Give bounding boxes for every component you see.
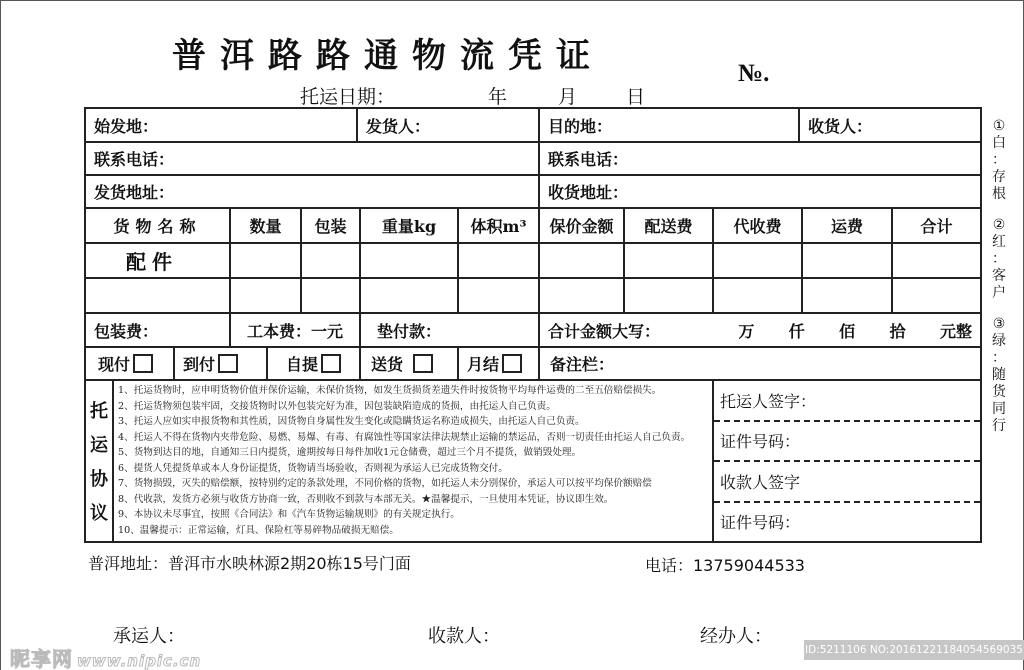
phone-row [86,143,980,176]
shipper-signature-label: 托运人签字： [720,391,817,411]
month-label: 月 [558,86,578,108]
unit-qian: 仟 [788,321,805,341]
cod-fee-cell[interactable] [714,279,803,312]
copy-char: 同 [992,401,1006,417]
shipper-id-label: 证件号码： [720,432,801,452]
shipper-phone-field[interactable] [86,143,540,174]
volume-cell[interactable] [459,244,540,277]
shipper-signature-field[interactable] [714,381,980,422]
cod-fee-cell[interactable] [714,244,803,277]
unit-yuan-zheng: 元整 [939,321,972,341]
signature-panel [714,381,980,541]
copy-number: ③ [992,316,1006,332]
quantity-cell[interactable] [231,279,302,312]
watermark-url: www.nipic.cn [77,652,202,670]
goods-row [86,244,980,279]
consignee-phone-label: 联系电话： [548,150,629,169]
consignee-address-label: 收货地址： [548,183,629,202]
agreement-term: 6、提货人凭提货单或本人身份证提货，货物请当场验收，否则视为承运人已完成货物交付。 [118,462,508,474]
option-label: 到付 [183,355,216,374]
monthly-checkbox[interactable] [502,354,522,373]
packaging-cell[interactable] [302,279,361,312]
consignee-label: 收货人： [808,116,873,136]
unit-shi: 拾 [889,321,906,341]
agreement-term: 10、温馨提示：正常运输，灯具、保险杠等易碎物品破损无赔偿。 [118,524,399,536]
delivery-fee-cell[interactable] [625,279,714,312]
option-cash[interactable] [86,348,175,379]
copy-char: ： [992,350,1006,366]
col-total: 合计 [920,217,953,236]
agreement-title [86,381,114,541]
copy-char: 红 [992,234,1006,250]
goods-name-cell[interactable]: 配件 [86,244,231,277]
shipper-field[interactable] [358,109,540,141]
goods-row [86,279,980,314]
copy-number: ② [992,217,1006,233]
copy-distribution-note [988,118,1010,449]
goods-name-cell[interactable] [86,279,231,312]
total-in-words-field[interactable] [540,314,980,346]
freight-cell[interactable] [803,244,893,277]
total-cell[interactable] [893,244,980,277]
total-cell[interactable] [893,279,980,312]
unit-wan: 万 [738,321,755,341]
agreement-term: 3、托运人应如实申报货物和其性质，因货物自身属性发生变化或隐瞒货运名称造成损失，由托运人自己负责。 [118,416,585,427]
col-delivery-fee: 配送费 [625,209,714,242]
agreement-term: 7、货物损毁，灭失的赔偿额，按特别约定的条款处理，不同价格的货物，如托运人未分别保价，承运人可以按平均保价额赔偿 [118,478,652,489]
option-label: 自提 [285,355,318,374]
collect-checkbox[interactable] [218,354,238,373]
copy-char: 白 [992,135,1006,151]
option-monthly[interactable] [459,348,540,379]
option-label: 月结 [467,355,500,374]
consignee-phone-field[interactable] [540,143,980,174]
remarks-field[interactable] [540,348,980,379]
packing-fee-field[interactable] [86,314,231,346]
copy-char: 行 [992,418,1006,434]
weight-cell[interactable] [361,244,459,277]
option-self-pickup[interactable] [268,348,361,379]
shipper-address-label: 发货地址： [94,183,175,202]
option-delivery[interactable] [361,348,459,379]
date-label: 托运日期： [300,86,396,108]
agreement-term: 1、托运货物时，应申明货物价值并保价运输，未保价货物，如发生货损货差遗失件时按货物平均每件运费的二至五倍赔偿损失。 [118,385,662,396]
copy-char: 根 [992,186,1006,202]
delivery-checkbox[interactable] [413,354,433,373]
copy-red [988,217,1010,302]
agreement-title-char: 协 [90,469,108,490]
copy-char: 货 [992,384,1006,400]
agreement-title-char: 运 [90,435,108,456]
col-cod-fee: 代收费 [714,209,803,242]
day-label: 日 [626,86,646,108]
col-goods-name: 货物名称 [86,209,231,242]
col-weight: 重量kg [361,209,459,242]
watermark-site-name: 昵享网 [10,647,73,670]
consignee-address-field[interactable] [540,176,980,207]
agreement-term: 8、代收款，发货方必须与收货方协商一致，否则收不到款与本部无关。★温馨提示，一旦使用本凭证，协议即生效。 [118,493,614,505]
option-label: 送货 [371,355,404,374]
agreement-terms [114,381,714,541]
payee-id-field[interactable] [714,503,980,542]
col-volume: 体积m³ [459,209,540,242]
company-phone: 电话：13759044533 [645,556,805,575]
insured-value-cell[interactable] [540,244,625,277]
option-label: 现付 [98,355,131,374]
quantity-cell[interactable] [231,244,302,277]
copy-number: ① [992,118,1006,134]
col-packaging: 包装 [302,209,361,242]
goods-table-header [86,209,980,244]
total-in-words-label: 合计金额大写： [548,321,661,341]
agreement-term: 4、托运人不得在货物内夹带危险、易燃、易爆、有毒、有腐蚀性等国家法律法规禁止运输的禁运品，否则一切责任由托运人自己负责。 [118,431,691,443]
weight-cell[interactable] [361,279,459,312]
col-freight: 运费 [803,209,893,242]
agreement-title-char: 议 [90,503,108,524]
serial-number-label: №. [738,60,770,87]
col-quantity: 数量 [231,209,302,242]
copy-white [988,118,1010,203]
option-collect[interactable] [175,348,268,379]
waybill-form [84,107,982,543]
cost-fee-label: 工本费：一元 [246,321,343,341]
packaging-cell[interactable] [302,244,361,277]
advance-payment-label: 垫付款： [377,321,442,341]
agreement-term: 5、货物到达目的地，自通知三日内提货，逾期按每日每件加收1元仓储费，超过三个月不提货，做销毁处理。 [118,447,582,458]
site-watermark [10,643,201,670]
shipping-agreement [86,381,980,541]
company-address: 普洱地址：普洱市水映林源2期20栋15号门面 [88,554,411,573]
payee-signature-footer-label: 收款人： [428,626,500,647]
copy-char: ： [992,152,1006,168]
image-id-watermark: ID:5211106 NO:20161221184054569035 [804,640,1024,660]
unit-bai: 佰 [839,321,856,341]
destination-field[interactable] [540,109,800,141]
shipper-phone-label: 联系电话： [94,150,175,169]
copy-char: 随 [992,367,1006,383]
delivery-fee-cell[interactable] [625,244,714,277]
self-pickup-checkbox[interactable] [321,354,341,373]
cost-fee-field [231,314,361,346]
consignee-field[interactable] [800,109,980,141]
copy-char: 户 [992,285,1006,301]
shipper-id-field[interactable] [714,422,980,463]
packing-fee-label: 包装费： [94,321,159,341]
destination-label: 目的地： [548,116,613,136]
origin-row [86,109,980,143]
agreement-title-char: 托 [90,401,108,422]
form-title: 普洱路路通物流凭证 [172,36,604,76]
fees-row [86,314,980,348]
payee-signature-field[interactable] [714,462,980,503]
address-row [86,176,980,209]
handler-signature-label: 经办人： [700,626,772,647]
copy-char: ： [992,251,1006,267]
cash-checkbox[interactable] [133,354,153,373]
copy-char: 客 [992,268,1006,284]
shipper-label: 发货人： [366,116,431,136]
agreement-term: 9、本协议未尽事宜，按照《合同法》和《汽车货物运输规则》的有关规定执行。 [118,509,460,520]
copy-char: 绿 [992,333,1006,349]
copy-green [988,316,1010,435]
origin-field[interactable] [86,109,358,141]
carrier-signature-label: 承运人： [113,626,185,647]
advance-payment-field[interactable] [361,314,540,346]
payment-method-row [86,348,980,381]
payee-id-label: 证件号码： [720,513,801,533]
insured-value-cell[interactable] [540,279,625,312]
shipper-address-field[interactable] [86,176,540,207]
agreement-term: 2、托运货物须包装牢固，交接货物时以外包装完好为准，因包装缺陷造成的货损，由托运人自己负责。 [118,400,556,412]
copy-char: 存 [992,169,1006,185]
freight-cell[interactable] [803,279,893,312]
payee-signature-label: 收款人签字 [720,472,801,492]
col-insured-value: 保价金额 [540,209,625,242]
remarks-label: 备注栏： [550,355,615,374]
volume-cell[interactable] [459,279,540,312]
origin-label: 始发地： [94,116,159,136]
year-label: 年 [488,86,508,108]
